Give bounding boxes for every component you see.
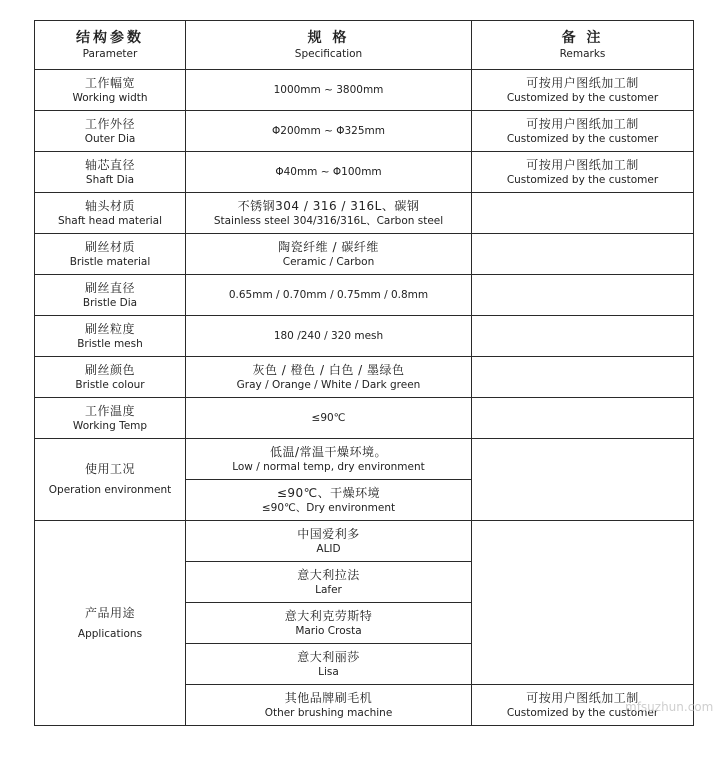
- specification-table: [34, 20, 694, 726]
- param-cell-operation: 使用工况 Operation environment: [35, 439, 186, 521]
- param-cell: 工作温度 Working Temp: [35, 398, 186, 439]
- table-row: [35, 234, 694, 275]
- table-row: [35, 70, 694, 111]
- spec-cell: 陶瓷纤维 / 碳纤维 Ceramic / Carbon: [186, 234, 472, 275]
- table-row: [35, 439, 694, 480]
- remark-cell: 可按用户图纸加工制 Customized by the customer: [472, 70, 694, 111]
- watermark: mfsuzhun.com: [625, 700, 714, 714]
- table-row: [35, 398, 694, 439]
- header-parameter: 结构参数 Parameter: [35, 21, 186, 70]
- param-cell: 刷丝粒度 Bristle mesh: [35, 316, 186, 357]
- remark-cell: [472, 234, 694, 275]
- application-item: 意大利拉法 Lafer: [186, 562, 472, 603]
- table-header-row: [35, 21, 694, 70]
- param-cell-applications: 产品用途 Applications: [35, 521, 186, 726]
- spec-cell: 灰色 / 橙色 / 白色 / 墨绿色 Gray / Orange / White / Dark green: [186, 357, 472, 398]
- spec-cell: 0.65mm / 0.70mm / 0.75mm / 0.8mm: [186, 275, 472, 316]
- remark-cell: [472, 398, 694, 439]
- param-cell: 刷丝材质 Bristle material: [35, 234, 186, 275]
- remark-cell: 可按用户图纸加工制 Customized by the customer: [472, 111, 694, 152]
- application-item: 意大利克劳斯特 Mario Crosta: [186, 603, 472, 644]
- spec-cell: 180 /240 / 320 mesh: [186, 316, 472, 357]
- table-row: [35, 111, 694, 152]
- header-remarks: 备 注 Remarks: [472, 21, 694, 70]
- spec-cell: ≤90℃、干燥环境 ≤90℃、Dry environment: [186, 480, 472, 521]
- table-row: [35, 193, 694, 234]
- param-cell: 工作幅宽 Working width: [35, 70, 186, 111]
- table-row: [35, 152, 694, 193]
- remark-cell: [472, 357, 694, 398]
- param-cell: 工作外径 Outer Dia: [35, 111, 186, 152]
- param-cell: 轴芯直径 Shaft Dia: [35, 152, 186, 193]
- table-row: [35, 521, 694, 562]
- table-row: [35, 357, 694, 398]
- remark-cell: [472, 521, 694, 685]
- spec-cell: 低温/常温干燥环境。 Low / normal temp, dry environment: [186, 439, 472, 480]
- param-cell: 刷丝直径 Bristle Dia: [35, 275, 186, 316]
- remark-cell: [472, 439, 694, 521]
- remark-cell: 可按用户图纸加工制 Customized by the customer: [472, 152, 694, 193]
- table-row: [35, 275, 694, 316]
- header-specification: 规 格 Specification: [186, 21, 472, 70]
- param-cell: 轴头材质 Shaft head material: [35, 193, 186, 234]
- param-cell: 刷丝颜色 Bristle colour: [35, 357, 186, 398]
- remark-cell: [472, 275, 694, 316]
- application-item: 中国爱利多 ALID: [186, 521, 472, 562]
- spec-cell: Φ200mm ~ Φ325mm: [186, 111, 472, 152]
- remark-cell: 可按用户图纸加工制 Customized by the customer: [472, 685, 694, 726]
- remark-cell: [472, 316, 694, 357]
- spec-cell: 不锈钢304 / 316 / 316L、碳钢 Stainless steel 304/316/316L、Carbon steel: [186, 193, 472, 234]
- table-row: [35, 316, 694, 357]
- remark-cell: [472, 193, 694, 234]
- spec-cell: ≤90℃: [186, 398, 472, 439]
- application-item: 其他品牌刷毛机 Other brushing machine: [186, 685, 472, 726]
- spec-cell: Φ40mm ~ Φ100mm: [186, 152, 472, 193]
- spec-cell: 1000mm ~ 3800mm: [186, 70, 472, 111]
- application-item: 意大利丽莎 Lisa: [186, 644, 472, 685]
